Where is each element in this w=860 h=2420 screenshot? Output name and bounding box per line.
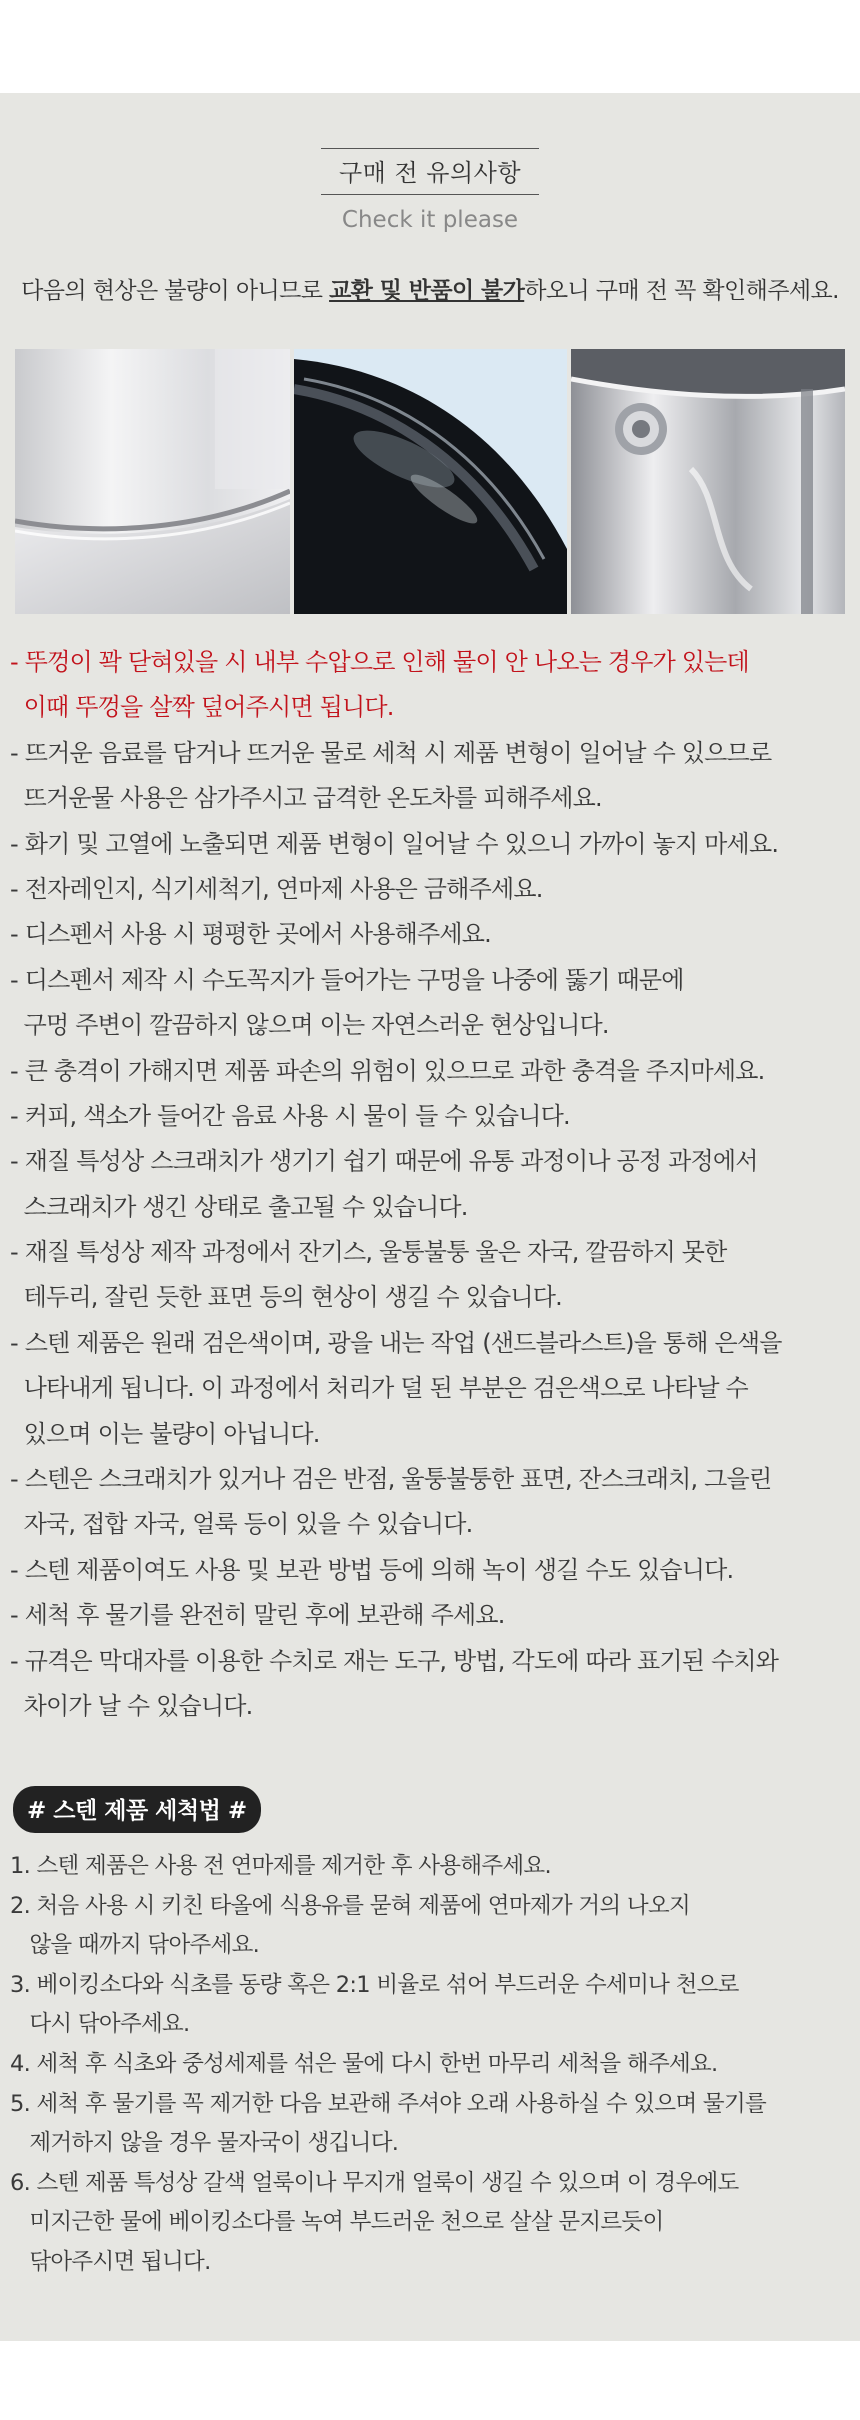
photo-strip	[15, 349, 845, 614]
notice-line: - 디스펜서 제작 시 수도꼭지가 들어가는 구멍을 나중에 뚫기 때문에	[10, 965, 684, 994]
cleaning-step-line: 다시 닦아주세요.	[10, 2011, 190, 2038]
notice-line: 뜨거운물 사용은 삼가주시고 급격한 온도차를 피해주세요.	[10, 784, 602, 813]
cleaning-badge: # 스텐 제품 세척법 #	[13, 1786, 261, 1833]
notice-line: - 디스펜서 사용 시 평평한 곳에서 사용해주세요.	[10, 920, 491, 949]
notice-line: 구멍 주변이 깔끔하지 않으며 이는 자연스러운 현상입니다.	[10, 1011, 609, 1040]
notice-line: - 화기 및 고열에 노출되면 제품 변형이 일어날 수 있으니 가까이 놓지 마세요.	[10, 829, 779, 858]
photo-pot-rim	[15, 349, 290, 614]
notice-line: - 큰 충격이 가해지면 제품 파손의 위험이 있으므로 과한 충격을 주지마세요.	[10, 1056, 765, 1085]
notice-line: 있으며 이는 불량이 아닙니다.	[10, 1419, 320, 1448]
page-title: 구매 전 유의사항	[321, 148, 539, 195]
cleaning-step-line: 5. 세척 후 물기를 꼭 제거한 다음 보관해 주셔야 오래 사용하실 수 있으며 물기를	[10, 2090, 767, 2117]
photo-dispenser-hole	[571, 349, 845, 614]
intro-text	[0, 272, 860, 305]
notice-line: - 전자레인지, 식기세척기, 연마제 사용은 금해주세요.	[10, 874, 543, 903]
notice-line: - 세척 후 물기를 완전히 말린 후에 보관해 주세요.	[10, 1601, 505, 1630]
page-subtitle: Check it please	[341, 207, 519, 233]
cleaning-step-line: 1. 스텐 제품은 사용 전 연마제를 제거한 후 사용해주세요.	[10, 1853, 551, 1879]
notice-line: - 재질 특성상 스크래치가 생기기 쉽기 때문에 유통 과정이나 공정 과정에서	[10, 1147, 758, 1176]
cleaning-step-line: 4. 세척 후 식초와 중성세제를 섞은 물에 다시 한번 마무리 세척을 해주세요.	[10, 2050, 718, 2077]
notice-line: 테두리, 잘린 듯한 표면 등의 현상이 생길 수 있습니다.	[10, 1283, 563, 1312]
cleaning-step-line: 않을 때까지 닦아주세요.	[10, 1932, 260, 1959]
cleaning-step-line: 제거하지 않을 경우 물자국이 생깁니다.	[10, 2130, 399, 2157]
notice-line: 자국, 접합 자국, 얼룩 등이 있을 수 있습니다.	[10, 1510, 473, 1539]
notice-line: 이때 뚜껑을 살짝 덮어주시면 됩니다.	[10, 693, 394, 722]
cleaning-step-line: 6. 스텐 제품 특성상 갈색 얼룩이나 무지개 얼룩이 생길 수 있으며 이 경우에도	[10, 2169, 739, 2196]
intro-after: 하오니 구매 전 꼭 확인해주세요.	[524, 278, 839, 304]
notice-line: - 스텐 제품이여도 사용 및 보관 방법 등에 의해 녹이 생길 수도 있습니다.	[10, 1555, 734, 1584]
photo-lid-edge	[294, 349, 567, 614]
cleaning-step-line: 미지근한 물에 베이킹소다를 녹여 부드러운 천으로 살살 문지르듯이	[10, 2209, 664, 2236]
notice-line: - 규격은 막대자를 이용한 수치로 재는 도구, 방법, 각도에 따라 표기된 수치와	[10, 1646, 779, 1675]
notice-line: 나타내게 됩니다. 이 과정에서 처리가 덜 된 부분은 검은색으로 나타날 수	[10, 1374, 748, 1403]
notice-header	[0, 148, 860, 233]
notice-line: 스크래치가 생긴 상태로 출고될 수 있습니다.	[10, 1192, 468, 1221]
notice-line: - 재질 특성상 제작 과정에서 잔기스, 울퉁불퉁 울은 자국, 깔끔하지 못한	[10, 1238, 727, 1267]
notice-line: - 스텐은 스크래치가 있거나 검은 반점, 울퉁불퉁한 표면, 잔스크래치, 그을린	[10, 1465, 772, 1494]
cleaning-step-line: 2. 처음 사용 시 키친 타올에 식용유를 묻혀 제품에 연마제가 거의 나오지	[10, 1892, 691, 1919]
notice-line: - 스텐 제품은 원래 검은색이며, 광을 내는 작업 (샌드블라스트)을 통해 은색을	[10, 1328, 782, 1357]
notice-line: - 커피, 색소가 들어간 음료 사용 시 물이 들 수 있습니다.	[10, 1101, 570, 1130]
cleaning-steps	[10, 1847, 850, 2283]
notice-line: - 뚜껑이 꽉 닫혀있을 시 내부 수압으로 인해 물이 안 나오는 경우가 있는데	[10, 648, 749, 676]
cleaning-step-line: 닦아주시면 됩니다.	[10, 2248, 211, 2275]
cleaning-step-line: 3. 베이킹소다와 식초를 동량 혹은 2:1 비율로 섞어 부드러운 수세미나 천으로	[10, 1971, 739, 1998]
intro-emphasis: 교환 및 반품이 불가	[329, 278, 525, 304]
intro-before: 다음의 현상은 불량이 아니므로	[21, 278, 330, 304]
notice-line: - 뜨거운 음료를 담거나 뜨거운 물로 세척 시 제품 변형이 일어날 수 있으므로	[10, 738, 772, 767]
notice-list	[10, 640, 850, 1729]
notice-line: 차이가 날 수 있습니다.	[10, 1691, 253, 1720]
